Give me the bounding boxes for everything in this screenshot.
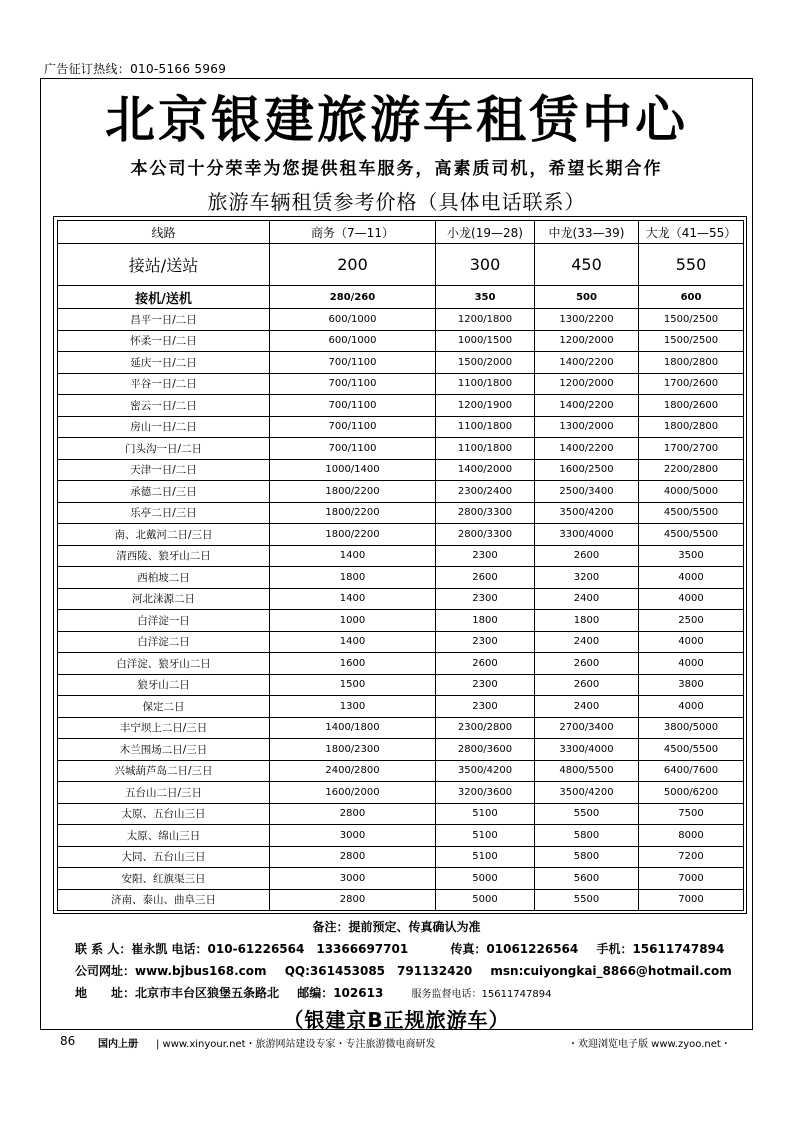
- table-row: [58, 846, 744, 868]
- table-row: [58, 610, 744, 632]
- route-cell: 保定二日: [58, 696, 270, 718]
- table-row: [58, 739, 744, 761]
- price-cell: 4500/5500: [639, 524, 744, 546]
- regular-bus-banner: （银建京B正规旅游车）: [283, 1008, 510, 1032]
- table-row: [58, 588, 744, 610]
- price-cell: 1000/1400: [270, 459, 436, 481]
- route-cell: 河北涞源二日: [58, 588, 270, 610]
- price-cell: 2400: [535, 631, 639, 653]
- route-cell: 白洋淀、狼牙山二日: [58, 653, 270, 675]
- page-number: 86: [60, 1034, 76, 1048]
- route-cell: 济南、泰山、曲阜三日: [58, 889, 270, 911]
- page-footer: [40, 1034, 760, 1054]
- price-cell: 4000: [639, 631, 744, 653]
- price-cell: 2300: [436, 696, 535, 718]
- table-row: [58, 717, 744, 739]
- price-cell: 1200/2000: [535, 330, 639, 352]
- price-cell: 2800: [270, 889, 436, 911]
- route-cell: 延庆一日/二日: [58, 352, 270, 374]
- table-row: [58, 760, 744, 782]
- price-cell: 1800/2800: [639, 352, 744, 374]
- price-cell: 1800: [270, 567, 436, 589]
- price-cell: 5100: [436, 846, 535, 868]
- price-cell: 4500/5500: [639, 502, 744, 524]
- price-cell: 600/1000: [270, 309, 436, 331]
- price-cell: 2400: [535, 696, 639, 718]
- price-cell: 6400/7600: [639, 760, 744, 782]
- price-cell: 5500: [535, 889, 639, 911]
- price-cell: 7000: [639, 889, 744, 911]
- price-cell: 7200: [639, 846, 744, 868]
- price-cell: 2700/3400: [535, 717, 639, 739]
- price-cell: 1800/2200: [270, 481, 436, 503]
- price-cell: 700/1100: [270, 352, 436, 374]
- price-cell: 2300: [436, 545, 535, 567]
- header-route: 线路: [58, 221, 270, 244]
- table-row: [58, 352, 744, 374]
- footer-site-text: | www.xinyour.net・旅游网站建设专家・专注旅游微电商研发: [156, 1039, 436, 1050]
- table-row: [58, 309, 744, 331]
- price-cell: 3500/4200: [535, 782, 639, 804]
- price-cell: 280/260: [270, 286, 436, 309]
- price-cell: 2400/2800: [270, 760, 436, 782]
- price-cell: 5100: [436, 803, 535, 825]
- price-cell: 700/1100: [270, 373, 436, 395]
- route-cell: 狼牙山二日: [58, 674, 270, 696]
- price-cell: 1800/2300: [270, 739, 436, 761]
- table-row: [58, 825, 744, 847]
- route-cell: 太原、五台山三日: [58, 803, 270, 825]
- route-cell: 兴城葫芦岛二日/三日: [58, 760, 270, 782]
- price-cell: 1400/2200: [535, 438, 639, 460]
- price-cell: 3000: [270, 868, 436, 890]
- price-cell: 3500/4200: [535, 502, 639, 524]
- price-cell: 1200/1800: [436, 309, 535, 331]
- price-table-body: [58, 244, 744, 911]
- company-title: 北京银建旅游车租赁中心: [105, 90, 688, 149]
- route-cell: 五台山二日/三日: [58, 782, 270, 804]
- route-cell: 承德二日/三日: [58, 481, 270, 503]
- price-cell: 2300: [436, 588, 535, 610]
- price-cell: 2300/2800: [436, 717, 535, 739]
- route-cell: 平谷一日/二日: [58, 373, 270, 395]
- price-cell: 1800/2600: [639, 395, 744, 417]
- route-cell: 接站/送站: [58, 244, 270, 286]
- price-cell: 7500: [639, 803, 744, 825]
- price-cell: 1400/1800: [270, 717, 436, 739]
- contact-person: 联 系 人：崔永凯 电话：010-61226564 13366697701: [75, 942, 409, 956]
- route-cell: 南、北戴河二日/三日: [58, 524, 270, 546]
- address-line: [75, 984, 566, 1001]
- route-cell: 清西陵、狼牙山二日: [58, 545, 270, 567]
- header-small: 小龙(19—28): [436, 221, 535, 244]
- price-cell: 200: [270, 244, 436, 286]
- price-table: [57, 220, 744, 911]
- route-cell: 怀柔一日/二日: [58, 330, 270, 352]
- table-row: [58, 395, 744, 417]
- price-cell: 350: [436, 286, 535, 309]
- price-cell: 2500: [639, 610, 744, 632]
- price-cell: 1200/1900: [436, 395, 535, 417]
- price-cell: 7000: [639, 868, 744, 890]
- price-cell: 2300: [436, 674, 535, 696]
- table-row: [58, 889, 744, 911]
- price-cell: 1100/1800: [436, 438, 535, 460]
- price-cell: 3000: [270, 825, 436, 847]
- price-cell: 2200/2800: [639, 459, 744, 481]
- price-cell: 2300/2400: [436, 481, 535, 503]
- contact-msn: msn:cuiyongkai_8866@hotmail.com: [490, 964, 732, 978]
- table-row: [58, 286, 744, 309]
- price-cell: 5800: [535, 825, 639, 847]
- table-row: [58, 502, 744, 524]
- price-cell: 3200: [535, 567, 639, 589]
- price-cell: 3300/4000: [535, 524, 639, 546]
- company-postcode: 邮编：102613: [297, 986, 384, 1000]
- price-cell: 2600: [535, 674, 639, 696]
- price-cell: 2800: [270, 803, 436, 825]
- route-cell: 白洋淀一日: [58, 610, 270, 632]
- price-cell: 1700/2600: [639, 373, 744, 395]
- price-cell: 5000: [436, 889, 535, 911]
- route-cell: 天津一日/二日: [58, 459, 270, 481]
- price-cell: 600: [639, 286, 744, 309]
- price-cell: 4000/5000: [639, 481, 744, 503]
- price-cell: 1100/1800: [436, 416, 535, 438]
- contact-fax: 传真：01061226564: [450, 942, 579, 956]
- route-cell: 丰宁坝上二日/三日: [58, 717, 270, 739]
- price-cell: 2800/3600: [436, 739, 535, 761]
- price-cell: 1400/2000: [436, 459, 535, 481]
- price-cell: 1000: [270, 610, 436, 632]
- table-row: [58, 459, 744, 481]
- price-cell: 1600: [270, 653, 436, 675]
- table-row: [58, 696, 744, 718]
- price-cell: 700/1100: [270, 416, 436, 438]
- price-cell: 3200/3600: [436, 782, 535, 804]
- table-row: [58, 782, 744, 804]
- contact-qq: QQ:361453085 791132420: [284, 964, 473, 978]
- table-row: [58, 674, 744, 696]
- price-cell: 1300/2200: [535, 309, 639, 331]
- price-cell: 4500/5500: [639, 739, 744, 761]
- supervision-phone: 服务监督电话：15611747894: [411, 989, 552, 1000]
- route-cell: 门头沟一日/二日: [58, 438, 270, 460]
- price-cell: 5000: [436, 868, 535, 890]
- price-cell: 1800: [436, 610, 535, 632]
- route-cell: 接机/送机: [58, 286, 270, 309]
- price-cell: 4000: [639, 588, 744, 610]
- price-cell: 1600/2000: [270, 782, 436, 804]
- price-subtitle: 旅游车辆租赁参考价格（具体电话联系）: [207, 190, 586, 214]
- price-cell: 2600: [436, 567, 535, 589]
- table-row: [58, 330, 744, 352]
- company-website[interactable]: 公司网址：www.bjbus168.com: [75, 964, 267, 978]
- price-cell: 4000: [639, 653, 744, 675]
- table-row: [58, 481, 744, 503]
- price-cell: 1800/2200: [270, 502, 436, 524]
- price-cell: 2800/3300: [436, 502, 535, 524]
- price-cell: 1400: [270, 588, 436, 610]
- table-row: [58, 438, 744, 460]
- price-cell: 3300/4000: [535, 739, 639, 761]
- price-cell: 2800/3300: [436, 524, 535, 546]
- price-cell: 1500/2500: [639, 309, 744, 331]
- route-cell: 乐亭二日/三日: [58, 502, 270, 524]
- price-cell: 1400/2200: [535, 395, 639, 417]
- table-row: [58, 373, 744, 395]
- header-large: 大龙（41—55）: [639, 221, 744, 244]
- route-cell: 木兰围场二日/三日: [58, 739, 270, 761]
- website-line: [75, 962, 746, 979]
- table-row: [58, 524, 744, 546]
- price-cell: 1500: [270, 674, 436, 696]
- price-cell: 700/1100: [270, 438, 436, 460]
- price-cell: 4000: [639, 696, 744, 718]
- company-address: 地 址：北京市丰台区狼堡五条路北: [75, 986, 280, 1000]
- price-cell: 2600: [535, 653, 639, 675]
- price-cell: 1800: [535, 610, 639, 632]
- price-cell: 500: [535, 286, 639, 309]
- table-row: [58, 567, 744, 589]
- table-row: [58, 803, 744, 825]
- route-cell: 白洋淀二日: [58, 631, 270, 653]
- ad-hotline: 广告征订热线：010-5166 5969: [44, 62, 227, 76]
- header-medium: 中龙(33—39): [535, 221, 639, 244]
- price-cell: 2800: [270, 846, 436, 868]
- contact-line: [75, 940, 738, 957]
- price-cell: 1500/2000: [436, 352, 535, 374]
- route-cell: 西柏坡二日: [58, 567, 270, 589]
- table-row: [58, 545, 744, 567]
- price-cell: 1000/1500: [436, 330, 535, 352]
- table-row: [58, 653, 744, 675]
- header-business: 商务（7—11）: [270, 221, 436, 244]
- price-cell: 1800/2200: [270, 524, 436, 546]
- price-cell: 5000/6200: [639, 782, 744, 804]
- price-cell: 1800/2800: [639, 416, 744, 438]
- table-row: [58, 631, 744, 653]
- price-cell: 4800/5500: [535, 760, 639, 782]
- table-row: [58, 244, 744, 286]
- price-cell: 1300/2000: [535, 416, 639, 438]
- price-cell: 5100: [436, 825, 535, 847]
- route-cell: 太原、绵山三日: [58, 825, 270, 847]
- price-cell: 5800: [535, 846, 639, 868]
- price-cell: 1600/2500: [535, 459, 639, 481]
- booking-note: 备注：提前预定、传真确认为准: [312, 920, 481, 934]
- price-cell: 8000: [639, 825, 744, 847]
- route-cell: 密云一日/二日: [58, 395, 270, 417]
- price-cell: 1200/2000: [535, 373, 639, 395]
- price-cell: 3800: [639, 674, 744, 696]
- price-cell: 2400: [535, 588, 639, 610]
- route-cell: 昌平一日/二日: [58, 309, 270, 331]
- footer-ebook-text: ・欢迎浏览电子版 www.zyoo.net・: [568, 1039, 731, 1050]
- table-row: [58, 868, 744, 890]
- price-cell: 2600: [535, 545, 639, 567]
- price-cell: 1700/2700: [639, 438, 744, 460]
- price-cell: 1300: [270, 696, 436, 718]
- price-cell: 1100/1800: [436, 373, 535, 395]
- price-cell: 2600: [436, 653, 535, 675]
- table-row: [58, 416, 744, 438]
- price-cell: 1400: [270, 631, 436, 653]
- price-cell: 1400/2200: [535, 352, 639, 374]
- route-cell: 安阳、红旗渠三日: [58, 868, 270, 890]
- volume-label: 国内上册: [98, 1039, 138, 1050]
- price-cell: 3800/5000: [639, 717, 744, 739]
- contact-mobile: 手机：15611747894: [596, 942, 725, 956]
- price-cell: 1500/2500: [639, 330, 744, 352]
- price-cell: 300: [436, 244, 535, 286]
- route-cell: 大同、五台山三日: [58, 846, 270, 868]
- price-cell: 3500/4200: [436, 760, 535, 782]
- price-cell: 5600: [535, 868, 639, 890]
- price-cell: 550: [639, 244, 744, 286]
- company-slogan: 本公司十分荣幸为您提供租车服务，高素质司机，希望长期合作: [130, 159, 663, 179]
- price-cell: 4000: [639, 567, 744, 589]
- price-cell: 2300: [436, 631, 535, 653]
- price-cell: 600/1000: [270, 330, 436, 352]
- price-cell: 1400: [270, 545, 436, 567]
- price-cell: 700/1100: [270, 395, 436, 417]
- price-cell: 2500/3400: [535, 481, 639, 503]
- price-cell: 3500: [639, 545, 744, 567]
- route-cell: 房山一日/二日: [58, 416, 270, 438]
- price-cell: 5500: [535, 803, 639, 825]
- table-header-row: [58, 221, 744, 244]
- price-cell: 450: [535, 244, 639, 286]
